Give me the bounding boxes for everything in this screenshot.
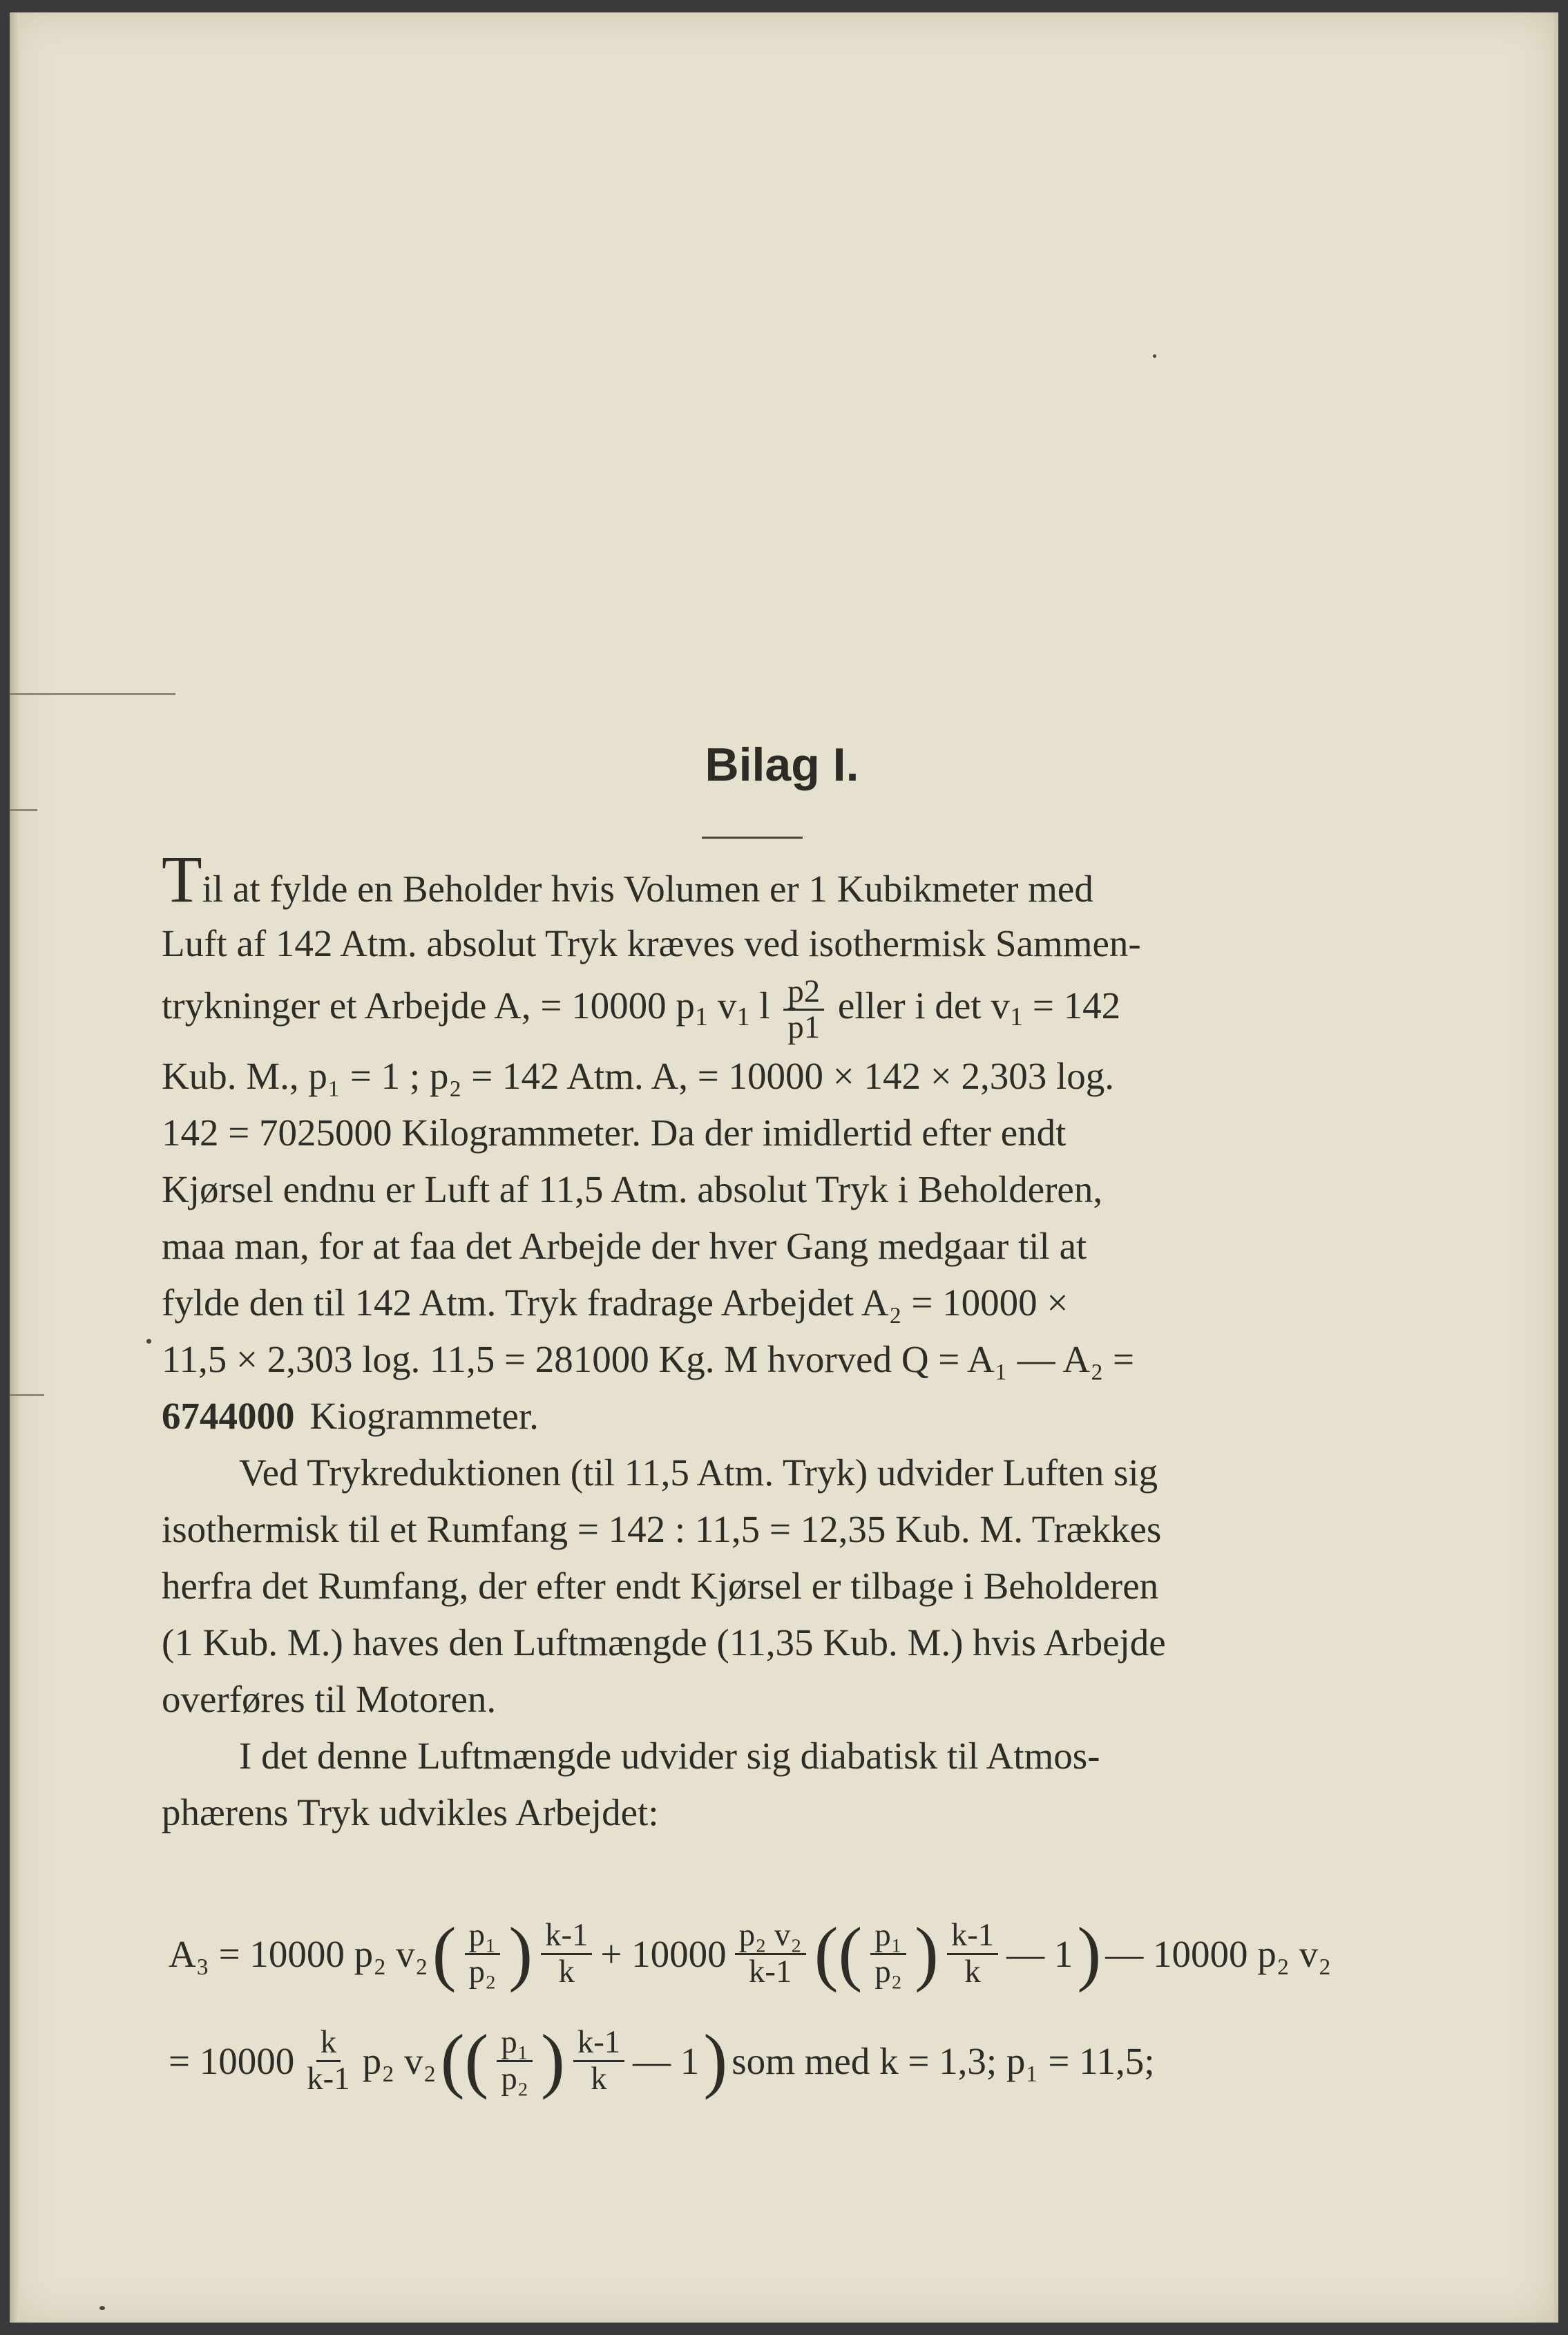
text-line: Kjørsel endnu er Luft af 11,5 Atm. absolut Tryk i Beholderen, [162, 1168, 1103, 1210]
exponent-fraction [541, 1918, 592, 1988]
equation-line-1 [169, 1909, 1348, 1999]
fraction-denominator: k-1 [307, 2060, 350, 2097]
fraction-denominator: p₂ [874, 1953, 903, 1990]
text-span: trykninger et Arbejde A, = 10000 p [162, 984, 695, 1027]
equation-term: A₃ = 10000 p₂ v₂ [169, 1932, 428, 1975]
equation-term: = 10000 [169, 2039, 295, 2082]
equation-term: som med k = 1,3; p₁ = 11,5; [732, 2039, 1155, 2082]
fraction-numerator: k-1 [947, 1918, 998, 1954]
text-line: 142 = 7025000 Kilogrammeter. Da der imidlertid efter endt [162, 1112, 1067, 1154]
equation-term: — 10000 p₂ v₂ [1105, 1932, 1332, 1975]
fraction-numerator: p₁ [870, 1918, 906, 1954]
text-span: = 142 [1023, 984, 1121, 1027]
fraction-numerator: p₁ [465, 1918, 501, 1954]
text-line: Kub. M., p₁ = 1 ; p₂ = 142 Atm. A, = 10000 × 142 × 2,303 log. [162, 1055, 1115, 1097]
fraction-denominator: p1 [787, 1009, 821, 1046]
text-line [162, 1388, 1348, 1445]
text-span: eller i det v [837, 984, 1010, 1027]
text-span: il at fylde en Beholder hvis Volumen er 1 Kubikmeter med [202, 868, 1093, 910]
fraction-numerator: k-1 [541, 1918, 592, 1954]
text-span: l [749, 984, 770, 1027]
paper-speck [1153, 354, 1156, 358]
line-start [162, 842, 1093, 917]
subscript: 1 [694, 1002, 709, 1031]
fraction-denominator: k [964, 1953, 981, 1990]
document-page [10, 12, 1558, 2323]
exponent-fraction [947, 1918, 998, 1988]
text-line [162, 972, 1348, 1048]
page-title: Bilag I. [705, 738, 859, 791]
paren-close: ) [915, 1913, 939, 1994]
text-line [162, 842, 1348, 916]
fraction-denominator: k-1 [749, 1953, 792, 1990]
binding-mark [10, 693, 175, 695]
fraction [497, 2026, 533, 2095]
fraction-numerator: k [316, 2026, 341, 2061]
text-line: phærens Tryk udvikles Arbejdet: [162, 1791, 659, 1833]
paren-close: ) [1077, 1913, 1102, 1994]
paper-speck [146, 1339, 151, 1344]
text-span: v [708, 984, 737, 1027]
fraction-denominator: p₂ [468, 1953, 497, 1990]
equation-term: — 1 [633, 2039, 700, 2082]
exponent-fraction [573, 2026, 624, 2095]
equation-term: + 10000 [600, 1932, 727, 1975]
page-binding-edge [10, 12, 19, 2323]
binding-mark [10, 809, 37, 811]
paren-open: (( [440, 2020, 489, 2101]
equation-term: — 1 [1006, 1932, 1073, 1975]
text-line: overføres til Motoren. [162, 1678, 497, 1720]
fraction-numerator: k-1 [573, 2026, 624, 2061]
fraction-numerator: p₂ v₂ [735, 1918, 806, 1954]
text-span: Kiogrammeter. [309, 1395, 539, 1437]
title-rule [702, 837, 803, 839]
equation-line-2 [169, 2016, 1348, 2106]
drop-cap: T [162, 842, 202, 916]
text-line: Luft af 142 Atm. absolut Tryk kræves ved isothermisk Sammen- [162, 922, 1141, 964]
paper-speck [99, 2306, 105, 2310]
fraction [870, 1918, 906, 1988]
text-line: fylde den til 142 Atm. Tryk fradrage Arbejdet A₂ = 10000 × [162, 1281, 1069, 1324]
fraction-numerator: p2 [783, 975, 824, 1011]
text-line: Ved Trykreduktionen (til 11,5 Atm. Tryk) udvider Luften sig [239, 1451, 1158, 1494]
paren-close: ) [508, 1913, 533, 1994]
text-line: I det denne Luftmængde udvider sig diabatisk til Atmos- [239, 1735, 1100, 1777]
fraction-denominator: p₂ [501, 2060, 529, 2097]
bold-number: 6744000 [162, 1395, 295, 1437]
fraction [465, 1918, 501, 1988]
text-span [162, 975, 1120, 1045]
fraction [303, 2026, 354, 2095]
paren-close: ) [703, 2020, 728, 2101]
paren-open: (( [814, 1913, 863, 1994]
text-line: herfra det Rumfang, der efter endt Kjørsel er tilbage i Beholderen [162, 1565, 1159, 1607]
paren-close: ) [541, 2020, 565, 2101]
text-line: maa man, for at faa det Arbejde der hver Gang medgaar til at [162, 1225, 1087, 1267]
fraction-numerator: p₁ [497, 2026, 533, 2061]
subscript: 1 [1009, 1002, 1024, 1031]
fraction-denominator: k [591, 2060, 607, 2097]
fraction-denominator: k [558, 1953, 575, 1990]
text-line: (1 Kub. M.) haves den Luftmængde (11,35 Kub. M.) hvis Arbejde [162, 1621, 1166, 1664]
fraction [735, 1918, 806, 1988]
equation-term: p₂ v₂ [362, 2039, 437, 2082]
text-line: 11,5 × 2,303 log. 11,5 = 281000 Kg. M hvorved Q = A₁ — A₂ = [162, 1338, 1135, 1380]
subscript: 1 [736, 1002, 750, 1031]
body-text [162, 842, 1348, 1841]
paren-open: ( [432, 1913, 457, 1994]
binding-mark [10, 1394, 44, 1396]
text-line: isothermisk til et Rumfang = 142 : 11,5 = 12,35 Kub. M. Trækkes [162, 1508, 1162, 1550]
fraction [783, 975, 824, 1045]
